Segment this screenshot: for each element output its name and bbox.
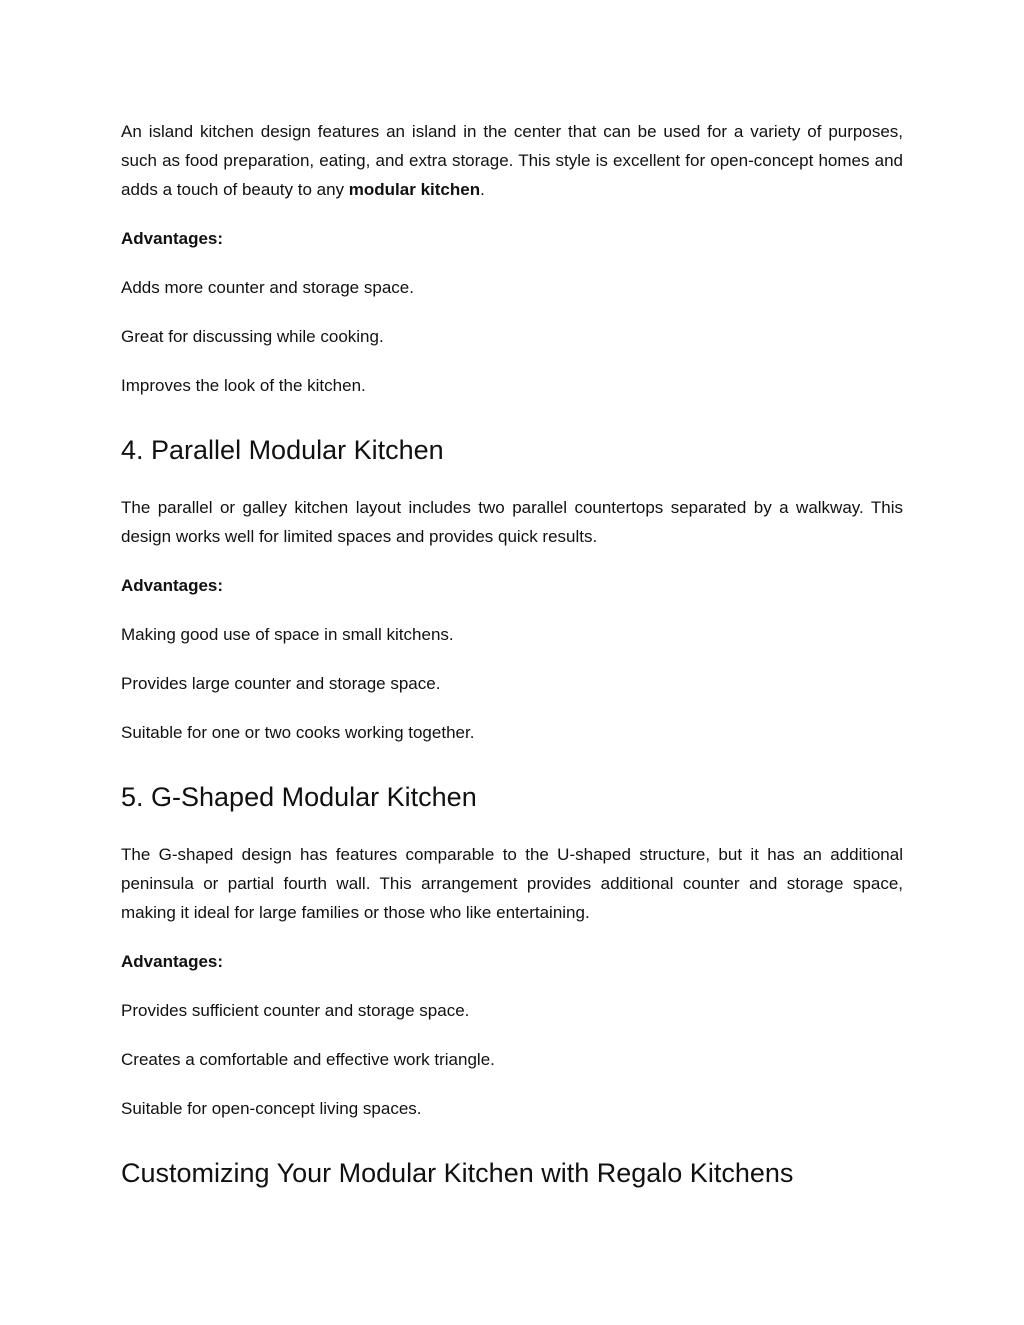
island-advantage-item: Improves the look of the kitchen. <box>121 376 366 395</box>
document-page <box>121 117 903 1216</box>
parallel-heading: 4. Parallel Modular Kitchen <box>121 435 444 465</box>
parallel-advantage-item: Suitable for one or two cooks working together. <box>121 723 475 742</box>
parallel-body: The parallel or galley kitchen layout includes two parallel countertops separated by a walkway. This design works well for limited spaces and provides quick results. <box>121 498 903 546</box>
parallel-advantage-item: Making good use of space in small kitchens. <box>121 625 454 644</box>
modular-kitchen-bold: modular kitchen <box>348 180 481 199</box>
g-shaped-heading: 5. G-Shaped Modular Kitchen <box>121 782 477 812</box>
parallel-advantage-item: Provides large counter and storage space. <box>121 674 441 693</box>
island-intro-text: An island kitchen design features an island in the center that can be used for a variety of purposes, such as food preparation, eating, and extra storage. This style is excellent for open-concept homes and adds a touch of beauty to any <box>121 122 903 199</box>
g-shaped-advantages-label: Advantages: <box>121 952 224 971</box>
island-intro-end: . <box>480 180 485 199</box>
g-shaped-advantage-item: Provides sufficient counter and storage space. <box>121 1001 470 1020</box>
island-intro-paragraph <box>121 117 903 204</box>
island-advantage-item: Great for discussing while cooking. <box>121 327 384 346</box>
customizing-heading: Customizing Your Modular Kitchen with Regalo Kitchens <box>121 1158 794 1188</box>
g-shaped-body: The G-shaped design has features comparable to the U-shaped structure, but it has an additional peninsula or partial fourth wall. This arrangement provides additional counter and storage space, making it ideal for large families or those who like entertaining. <box>121 845 903 922</box>
g-shaped-advantage-item: Creates a comfortable and effective work triangle. <box>121 1050 495 1069</box>
parallel-advantages-label: Advantages: <box>121 576 224 595</box>
island-advantage-item: Adds more counter and storage space. <box>121 278 414 297</box>
island-advantages-label: Advantages: <box>121 229 224 248</box>
g-shaped-advantage-item: Suitable for open-concept living spaces. <box>121 1099 422 1118</box>
